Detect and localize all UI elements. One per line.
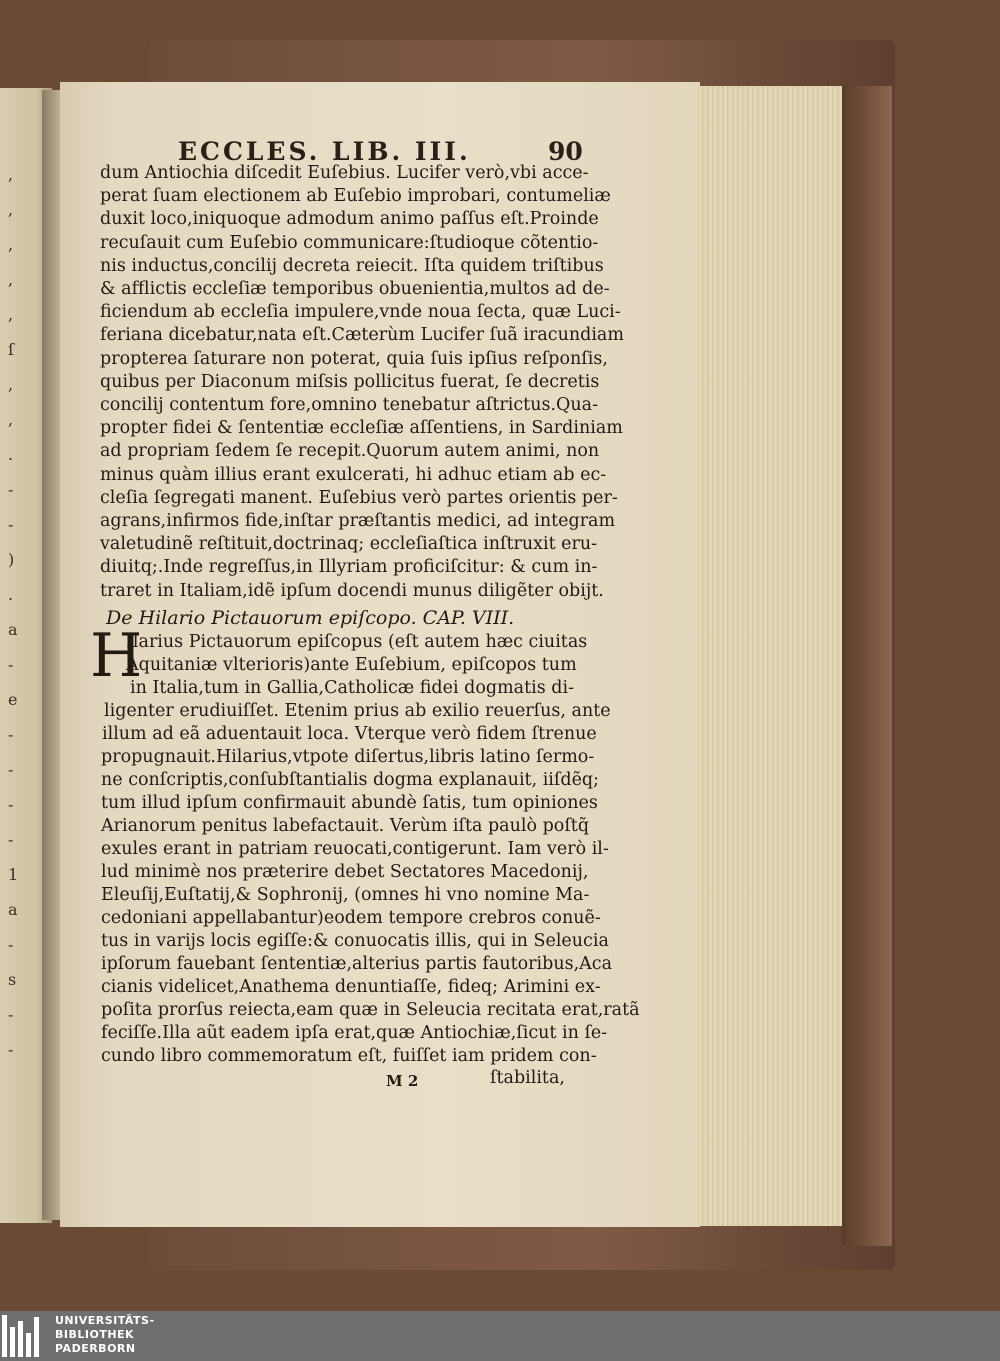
left-page-mark: a bbox=[8, 900, 18, 919]
left-page-mark: - bbox=[8, 1005, 14, 1024]
library-name-line1: UNIVERSITÄTS- bbox=[55, 1314, 155, 1327]
text-line: dum Antiochia diſcedit Euſebius. Lucifer verò,vbi acce- bbox=[100, 163, 589, 183]
text-line: feciſſe.Illa aũt eadem ipſa erat,quæ Antiochiæ,ſicut in ſe- bbox=[101, 1023, 608, 1043]
text-line: cleſia ſegregati manent. Euſebius verò partes orientis per- bbox=[100, 487, 618, 508]
text-line: minus quàm illius erant exulcerati, hi adhuc etiam ab ec- bbox=[100, 464, 607, 485]
text-line: propugnauit.Hilarius,vtpote diſertus,libris latino ſermo- bbox=[101, 747, 595, 767]
text-line: lud minimè nos præterire debet Sectatores Macedonij, bbox=[101, 862, 589, 882]
left-page-mark: - bbox=[8, 795, 14, 814]
text-line: duxit loco,iniquoque admodum animo paſſus eſt.Proinde bbox=[100, 209, 599, 230]
left-page-mark: - bbox=[8, 830, 14, 849]
text-line: quibus per Diaconum miſsis pollicitus fuerat, ſe decretis bbox=[100, 371, 600, 392]
text-line: valetudinẽ reſtituit,doctrinaq; eccleſiaſtica inſtruxit eru- bbox=[100, 534, 598, 555]
left-page-mark: - bbox=[8, 760, 14, 779]
text-line: traret in Italiam,idẽ ipſum docendi munus diligẽter obijt. bbox=[100, 580, 604, 601]
left-page-mark: , bbox=[8, 200, 14, 219]
chapter-heading: De Hilario Pictauorum epiſcopo. CAP. VIII. bbox=[106, 607, 515, 629]
text-line: diuitq;.Inde regreſſus,in Illyriam proficiſcitur: & cum in- bbox=[100, 557, 598, 578]
text-line: Eleuſij,Euſtatij,& Sophronij, (omnes hi vno nomine Ma- bbox=[101, 885, 590, 905]
running-title: ECCLES. LIB. III. bbox=[178, 137, 471, 166]
left-page-mark: , bbox=[8, 305, 14, 324]
left-page-mark: - bbox=[8, 935, 14, 954]
left-page-mark: - bbox=[8, 515, 14, 534]
text-line: & afflictis eccleſiæ temporibus obuenientia,multos ad de- bbox=[100, 279, 610, 299]
library-name-line2: BIBLIOTHEK bbox=[55, 1328, 135, 1341]
left-page-mark: , bbox=[8, 235, 14, 254]
left-page-mark: - bbox=[8, 1040, 14, 1059]
left-page-mark: ſ bbox=[8, 340, 14, 359]
left-page-mark: , bbox=[8, 375, 14, 394]
left-page-mark: 1 bbox=[8, 865, 19, 884]
text-line: Aquitaniæ vlterioris)ante Euſebium, epiſcopos tum bbox=[126, 655, 577, 675]
signature-mark: M 2 bbox=[386, 1072, 419, 1090]
left-page-mark: s bbox=[8, 970, 17, 989]
left-page-mark: - bbox=[8, 725, 14, 744]
text-line: exules erant in patriam reuocati,contigerunt. Iam verò il- bbox=[101, 839, 609, 859]
text-line: Arianorum penitus labefactauit. Verùm iſta paulò poſtq̃ bbox=[101, 816, 590, 836]
left-page-mark: . bbox=[8, 585, 14, 604]
text-line: perat ſuam electionem ab Euſebio improbari, contumeliæ bbox=[100, 186, 611, 207]
text-line: ligenter erudiuiſſet. Etenim prius ab exilio reuerſus, ante bbox=[104, 701, 611, 721]
page-number: 90 bbox=[548, 137, 583, 166]
text-line: cundo libro commemoratum eſt, fuiſſet iam pridem con- bbox=[101, 1046, 597, 1066]
drop-capital: H bbox=[90, 621, 143, 691]
text-line: ad propriam ſedem ſe recepit.Quorum autem animi, non bbox=[100, 441, 600, 462]
text-line: concilij contentum fore,omnino tenebatur aſtrictus.Qua- bbox=[100, 395, 598, 415]
text-line: tus in varijs locis egiſſe:& conuocatis illis, qui in Seleucia bbox=[101, 931, 609, 951]
left-page-mark: , bbox=[8, 270, 14, 289]
page-block-edge bbox=[698, 86, 846, 1226]
library-name-line3: PADERBORN bbox=[55, 1342, 136, 1355]
left-page-mark: , bbox=[8, 410, 14, 429]
cover-fore-edge bbox=[842, 86, 892, 1246]
left-page-mark: , bbox=[8, 165, 14, 184]
left-page-mark: - bbox=[8, 655, 14, 674]
text-line: propter fidei & ſententiæ eccleſiæ aſſentiens, in Sardiniam bbox=[100, 418, 623, 439]
text-line: cianis videlicet,Anathema denuntiaſſe, fideq; Arimini ex- bbox=[101, 977, 601, 997]
text-line: agrans,infirmos fide,inſtar præſtantis medici, ad integram bbox=[100, 511, 616, 531]
text-line: ne conſcriptis,conſubſtantialis dogma explanauit, iiſdẽq; bbox=[101, 770, 600, 790]
left-page-mark: a bbox=[8, 620, 18, 639]
left-page-mark: - bbox=[8, 480, 14, 499]
text-line: tum illud ipſum confirmauit abundè ſatis, tum opiniones bbox=[101, 793, 598, 813]
text-line: nis inductus,concilij decreta reiecit. Iſta quidem triſtibus bbox=[100, 255, 604, 276]
text-line: Ilarius Pictauorum epiſcopus (eſt autem hæc ciuitas bbox=[126, 632, 588, 652]
text-line: ficiendum ab eccleſia impulere,vnde noua ſecta, quæ Luci- bbox=[100, 302, 621, 323]
text-line: cedoniani appellabantur)eodem tempore crebros conuẽ- bbox=[101, 908, 601, 928]
left-page-mark: e bbox=[8, 690, 18, 709]
library-footer bbox=[0, 1311, 1000, 1361]
text-line: in Italia,tum in Gallia,Catholicæ fidei dogmatis di- bbox=[130, 678, 575, 698]
left-page-mark: ) bbox=[8, 550, 15, 569]
text-line: poſita prorſus reiecta,eam quæ in Seleucia recitata erat,ratã bbox=[101, 1000, 640, 1020]
text-line: recuſauit cum Euſebio communicare:ſtudioque cõtentio- bbox=[100, 232, 599, 253]
text-line: ipſorum fauebant ſententiæ,alterius partis fautoribus,Aca bbox=[101, 954, 613, 974]
catchword: ſtabilita, bbox=[490, 1068, 565, 1088]
left-page-mark: . bbox=[8, 445, 14, 464]
text-line: illum ad eã aduentauit loca. Vterque verò fidem ſtrenue bbox=[102, 724, 597, 744]
library-logo-icon bbox=[2, 1315, 46, 1357]
text-line: propterea ſaturare non poterat, quia ſuis ipſius reſponſis, bbox=[100, 348, 608, 369]
text-line: feriana dicebatur,nata eſt.Cæterùm Lucifer ſuã iracundiam bbox=[100, 325, 624, 346]
